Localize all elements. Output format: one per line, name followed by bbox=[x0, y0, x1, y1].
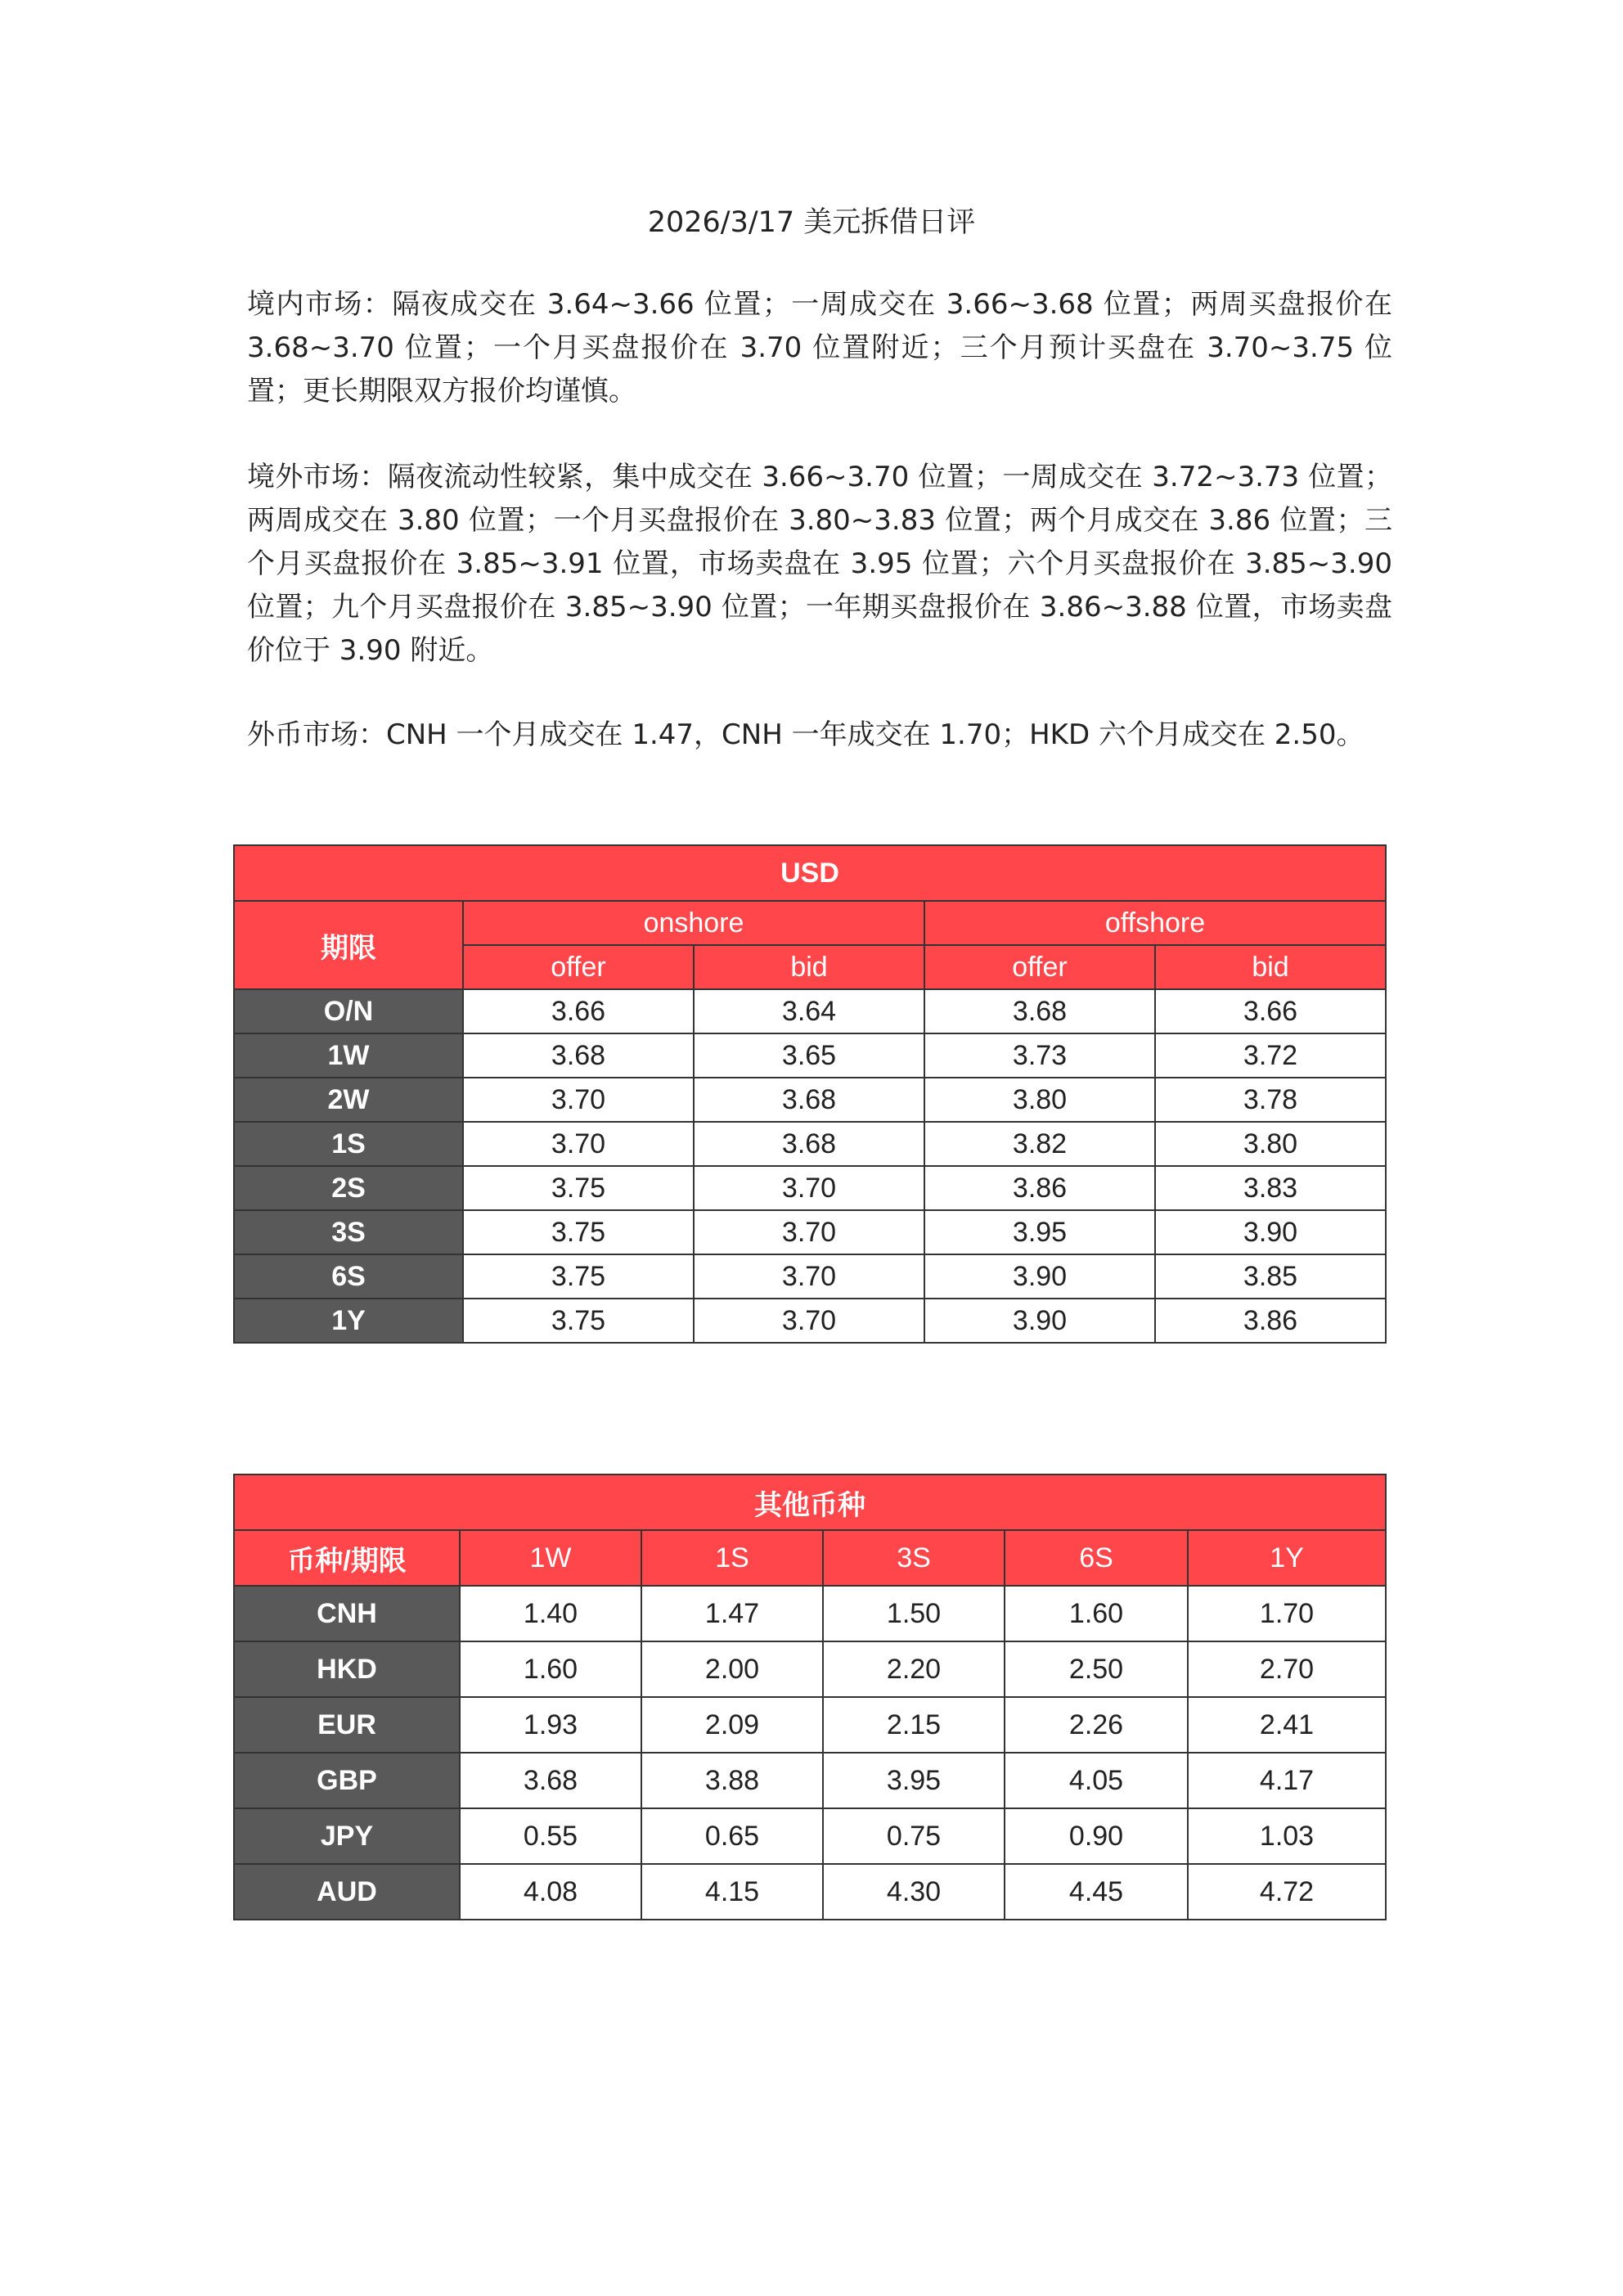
currency-cell: AUD bbox=[234, 1864, 460, 1920]
table-row bbox=[234, 1122, 1386, 1166]
offshore-market-paragraph: 境外市场：隔夜流动性较紧，集中成交在 3.66~3.70 位置；一周成交在 3.72~3.73 位置；两周成交在 3.80 位置；一个月买盘报价在 3.80~3.83 位置；两个月成交在 3.86 位置；三个月买盘报价在 3.85~3.91 位置，市场卖盘在 3.95 位置；六个月买盘报价在 3.85~3.90 位置；九个月买盘报价在 3.85~3.90 位置；一年期买盘报价在 3.86~3.88 位置，市场卖盘价位于 3.90 附近。 bbox=[247, 461, 1392, 667]
term-cell: 3S bbox=[234, 1210, 463, 1254]
offshore-bid-header: bid bbox=[1155, 945, 1386, 989]
onshore-bid-cell: 3.68 bbox=[694, 1078, 924, 1122]
rate-cell: 0.75 bbox=[823, 1808, 1005, 1864]
table-row bbox=[234, 1210, 1386, 1254]
onshore-bid-cell: 3.70 bbox=[694, 1166, 924, 1210]
onshore-market-paragraph: 境内市场：隔夜成交在 3.64~3.66 位置；一周成交在 3.66~3.68 位置；两周买盘报价在 3.68~3.70 位置；一个月买盘报价在 3.70 位置附近；三个月预计买盘在 3.70~3.75 位置；更长期限双方报价均谨慎。 bbox=[247, 288, 1392, 407]
rate-cell: 1.50 bbox=[823, 1586, 1005, 1641]
offshore-header: offshore bbox=[924, 901, 1386, 945]
term-column-header: 3S bbox=[823, 1530, 1005, 1586]
rate-cell: 1.47 bbox=[641, 1586, 823, 1641]
rate-cell: 4.08 bbox=[460, 1864, 641, 1920]
term-cell: 2W bbox=[234, 1078, 463, 1122]
rate-cell: 3.95 bbox=[823, 1753, 1005, 1808]
table-row bbox=[234, 1864, 1386, 1920]
table-row bbox=[234, 1166, 1386, 1210]
onshore-offer-cell: 3.75 bbox=[463, 1166, 694, 1210]
offshore-offer-cell: 3.90 bbox=[924, 1299, 1155, 1343]
rate-cell: 4.15 bbox=[641, 1864, 823, 1920]
page-title: 2026/3/17 美元拆借日评 bbox=[647, 206, 976, 239]
usd-table-caption: USD bbox=[234, 845, 1386, 901]
onshore-offer-cell: 3.70 bbox=[463, 1122, 694, 1166]
currency-cell: HKD bbox=[234, 1641, 460, 1697]
onshore-bid-header: bid bbox=[694, 945, 924, 989]
rate-cell: 1.60 bbox=[1005, 1586, 1188, 1641]
offshore-offer-cell: 3.90 bbox=[924, 1254, 1155, 1299]
table-row bbox=[234, 989, 1386, 1033]
offshore-offer-cell: 3.68 bbox=[924, 989, 1155, 1033]
onshore-bid-cell: 3.65 bbox=[694, 1033, 924, 1078]
foreign-currency-paragraph: 外币市场：CNH 一个月成交在 1.47，CNH 一年成交在 1.70；HKD 六个月成交在 2.50。 bbox=[247, 718, 1364, 751]
term-cell: 1Y bbox=[234, 1299, 463, 1343]
onshore-offer-cell: 3.66 bbox=[463, 989, 694, 1033]
rate-cell: 1.60 bbox=[460, 1641, 641, 1697]
offshore-offer-cell: 3.95 bbox=[924, 1210, 1155, 1254]
table-row bbox=[234, 1753, 1386, 1808]
offshore-bid-cell: 3.80 bbox=[1155, 1122, 1386, 1166]
onshore-offer-cell: 3.75 bbox=[463, 1254, 694, 1299]
onshore-bid-cell: 3.70 bbox=[694, 1254, 924, 1299]
rate-cell: 0.55 bbox=[460, 1808, 641, 1864]
rate-cell: 4.05 bbox=[1005, 1753, 1188, 1808]
rate-cell: 2.70 bbox=[1188, 1641, 1386, 1697]
rate-cell: 4.30 bbox=[823, 1864, 1005, 1920]
onshore-bid-cell: 3.70 bbox=[694, 1299, 924, 1343]
usd-rate-table bbox=[233, 844, 1387, 1344]
currency-cell: EUR bbox=[234, 1697, 460, 1753]
table-row bbox=[234, 1078, 1386, 1122]
currency-cell: CNH bbox=[234, 1586, 460, 1641]
table-row bbox=[234, 1033, 1386, 1078]
term-column-header: 1Y bbox=[1188, 1530, 1386, 1586]
offshore-bid-cell: 3.86 bbox=[1155, 1299, 1386, 1343]
rate-cell: 0.65 bbox=[641, 1808, 823, 1864]
offshore-bid-cell: 3.85 bbox=[1155, 1254, 1386, 1299]
rate-cell: 2.41 bbox=[1188, 1697, 1386, 1753]
term-cell: 1S bbox=[234, 1122, 463, 1166]
onshore-offer-cell: 3.68 bbox=[463, 1033, 694, 1078]
term-column-header: 1W bbox=[460, 1530, 641, 1586]
term-column-header: 1S bbox=[641, 1530, 823, 1586]
currency-cell: GBP bbox=[234, 1753, 460, 1808]
table-row bbox=[234, 1641, 1386, 1697]
offshore-bid-cell: 3.72 bbox=[1155, 1033, 1386, 1078]
offshore-bid-cell: 3.83 bbox=[1155, 1166, 1386, 1210]
onshore-offer-cell: 3.75 bbox=[463, 1299, 694, 1343]
offshore-offer-header: offer bbox=[924, 945, 1155, 989]
onshore-bid-cell: 3.70 bbox=[694, 1210, 924, 1254]
rate-cell: 2.00 bbox=[641, 1641, 823, 1697]
rate-cell: 1.93 bbox=[460, 1697, 641, 1753]
offshore-offer-cell: 3.73 bbox=[924, 1033, 1155, 1078]
offshore-bid-cell: 3.66 bbox=[1155, 989, 1386, 1033]
onshore-bid-cell: 3.64 bbox=[694, 989, 924, 1033]
onshore-header: onshore bbox=[463, 901, 924, 945]
onshore-offer-header: offer bbox=[463, 945, 694, 989]
term-column-header: 6S bbox=[1005, 1530, 1188, 1586]
offshore-offer-cell: 3.86 bbox=[924, 1166, 1155, 1210]
onshore-offer-cell: 3.75 bbox=[463, 1210, 694, 1254]
offshore-offer-cell: 3.80 bbox=[924, 1078, 1155, 1122]
offshore-offer-cell: 3.82 bbox=[924, 1122, 1155, 1166]
other-table-caption: 其他币种 bbox=[234, 1474, 1386, 1530]
term-cell: 2S bbox=[234, 1166, 463, 1210]
rate-cell: 4.45 bbox=[1005, 1864, 1188, 1920]
rate-cell: 2.09 bbox=[641, 1697, 823, 1753]
rate-cell: 2.20 bbox=[823, 1641, 1005, 1697]
rate-cell: 4.72 bbox=[1188, 1864, 1386, 1920]
table-row bbox=[234, 1299, 1386, 1343]
table-row bbox=[234, 1808, 1386, 1864]
rate-cell: 4.17 bbox=[1188, 1753, 1386, 1808]
term-cell: 1W bbox=[234, 1033, 463, 1078]
rate-cell: 3.88 bbox=[641, 1753, 823, 1808]
onshore-bid-cell: 3.68 bbox=[694, 1122, 924, 1166]
rate-cell: 1.03 bbox=[1188, 1808, 1386, 1864]
term-cell: O/N bbox=[234, 989, 463, 1033]
onshore-offer-cell: 3.70 bbox=[463, 1078, 694, 1122]
term-cell: 6S bbox=[234, 1254, 463, 1299]
rate-cell: 2.50 bbox=[1005, 1641, 1188, 1697]
offshore-bid-cell: 3.90 bbox=[1155, 1210, 1386, 1254]
table-row bbox=[234, 1586, 1386, 1641]
other-currency-table bbox=[233, 1474, 1387, 1920]
offshore-bid-cell: 3.78 bbox=[1155, 1078, 1386, 1122]
currency-term-header: 币种/期限 bbox=[234, 1530, 460, 1586]
rate-cell: 2.26 bbox=[1005, 1697, 1188, 1753]
rate-cell: 3.68 bbox=[460, 1753, 641, 1808]
term-header: 期限 bbox=[234, 901, 463, 989]
rate-cell: 1.70 bbox=[1188, 1586, 1386, 1641]
rate-cell: 1.40 bbox=[460, 1586, 641, 1641]
table-row bbox=[234, 1254, 1386, 1299]
table-row bbox=[234, 1697, 1386, 1753]
rate-cell: 2.15 bbox=[823, 1697, 1005, 1753]
currency-cell: JPY bbox=[234, 1808, 460, 1864]
rate-cell: 0.90 bbox=[1005, 1808, 1188, 1864]
